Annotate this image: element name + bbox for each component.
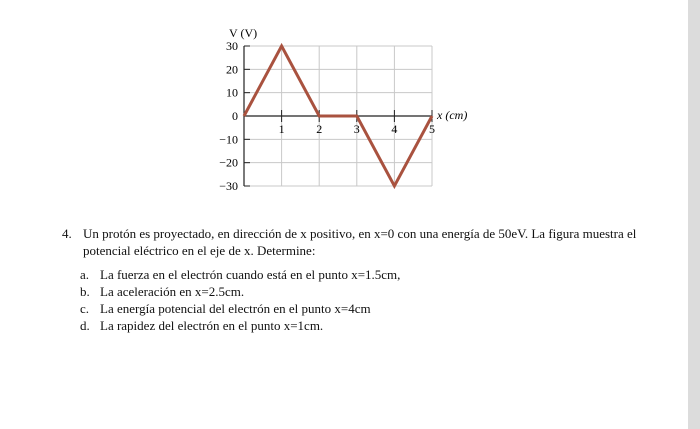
problem-statement: [62, 225, 672, 259]
item-text: La fuerza en el electrón cuando está en el punto x=1.5cm,: [100, 267, 401, 282]
y-tick-label: 30: [226, 39, 238, 53]
item-text: La energía potencial del electrón en el punto x=4cm: [100, 301, 371, 316]
problem-text: Un protón es proyectado, en dirección de x positivo, en x=0 con una energía de 50eV. La figura muestra el potencial eléctrico en el eje de x. Determine:: [83, 226, 637, 258]
y-tick-label: −30: [219, 179, 238, 193]
x-tick-label: 5: [429, 122, 435, 136]
x-axis-label: x (cm): [437, 108, 468, 122]
y-tick-label: −20: [219, 155, 238, 170]
y-axis-label: V (V): [229, 26, 258, 40]
item-text: La aceleración en x=2.5cm.: [100, 284, 245, 299]
item-text: La rapidez del electrón en el punto x=1cm.: [100, 318, 324, 333]
item-letter: d.: [80, 318, 90, 333]
item-letter: b.: [80, 284, 90, 299]
y-tick-label: 0: [232, 109, 238, 123]
problem-items: [80, 266, 400, 334]
item-letter: c.: [80, 301, 90, 316]
problem-number: 4.: [62, 226, 72, 241]
item-letter: a.: [80, 267, 90, 282]
x-tick-label: 4: [391, 122, 398, 136]
list-item: [80, 266, 400, 283]
list-item: [80, 283, 400, 300]
y-tick-label: −10: [219, 132, 238, 147]
list-item: [80, 317, 400, 334]
y-tick-label: 10: [226, 85, 238, 100]
x-tick-label: 2: [316, 122, 323, 136]
y-tick-label: 20: [226, 62, 238, 77]
list-item: [80, 300, 400, 317]
x-tick-label: 1: [278, 122, 285, 136]
x-tick-label: 3: [353, 122, 360, 136]
